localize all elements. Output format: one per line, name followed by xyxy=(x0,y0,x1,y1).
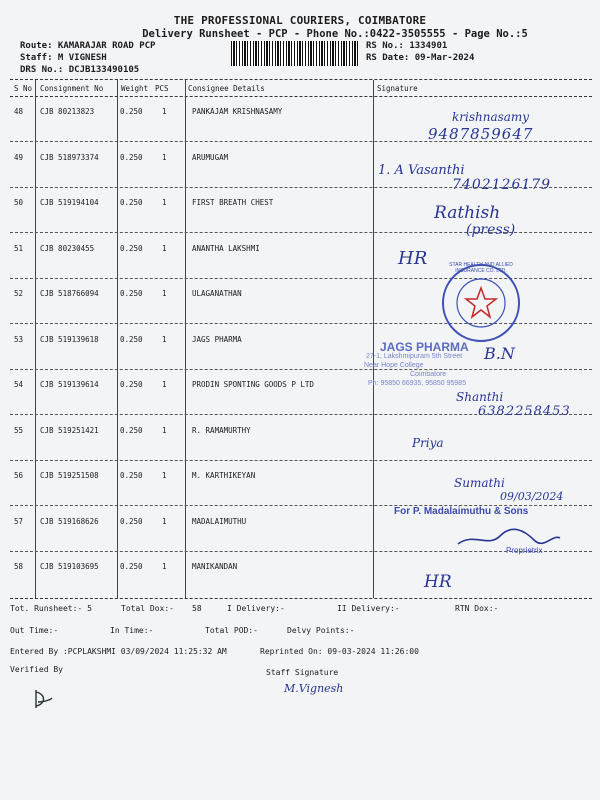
row-consignment: CJB 519139614 xyxy=(40,380,99,389)
row-sno: 54 xyxy=(14,380,24,389)
row-consignee: ANANTHA LAKSHMI xyxy=(192,243,260,253)
row-pcs: 1 xyxy=(162,425,167,435)
reprinted-on: Reprinted On: 09-03-2024 11:26:00 xyxy=(260,647,419,656)
rs-number: RS No.: 1334901 xyxy=(366,41,448,51)
row-sno: 48 xyxy=(14,107,24,116)
signature-54-phone: 6382258453 xyxy=(478,404,571,419)
signature-50-note: (press) xyxy=(466,222,516,238)
row-weight: 0.250 xyxy=(120,243,143,253)
total-pod: Total POD:- xyxy=(205,626,258,635)
staff: Staff: M VIGNESH xyxy=(20,53,107,63)
runsheet-title: THE PROFESSIONAL COURIERS, COIMBATORE xyxy=(173,14,427,27)
round-stamp xyxy=(440,262,522,344)
row-weight: 0.250 xyxy=(120,334,143,344)
col-signature: Signature xyxy=(377,84,418,93)
signature-48-name: krishnasamy xyxy=(452,110,530,124)
row-sno: 53 xyxy=(14,334,24,344)
row-consignment: CJB 519139618 xyxy=(40,334,99,344)
jags-stamp-phone: Ph: 95850 66935, 95850 95985 xyxy=(368,380,467,387)
row-consignment: CJB 519194104 xyxy=(40,198,99,207)
signature-55: Priya xyxy=(412,436,444,450)
row-sno: 49 xyxy=(14,152,24,162)
verified-by: Verified By xyxy=(10,665,63,674)
row-sno: 55 xyxy=(14,425,24,435)
row-consignment: CJB 518973374 xyxy=(40,152,99,162)
signature-54-name: Shanthi xyxy=(456,390,504,404)
drs-number: DRS No.: DCJB133490105 xyxy=(20,65,140,75)
ii-delivery: II Delivery:- xyxy=(337,604,400,613)
table-row xyxy=(10,416,592,462)
total-dox-value: 58 xyxy=(192,604,202,613)
row-sno: 56 xyxy=(14,471,24,480)
row-weight: 0.250 xyxy=(120,107,143,116)
signature-53: B.N xyxy=(484,344,515,363)
signature-49-name: 1. A Vasanthi xyxy=(378,163,465,178)
col-sno: S No xyxy=(14,84,33,93)
row-weight: 0.250 xyxy=(120,380,143,389)
row-sno: 50 xyxy=(14,198,24,207)
total-dox-label: Total Dox:- xyxy=(121,604,174,613)
signature-50-name: Rathish xyxy=(434,203,501,223)
row-consignment: CJB 80213823 xyxy=(40,107,95,116)
row-consignee: M. KARTHIKEYAN xyxy=(192,471,256,480)
staff-signature-label: Staff Signature xyxy=(266,668,339,677)
col-consignee: Consignee Details xyxy=(188,84,265,93)
out-time: Out Time:- xyxy=(10,626,59,635)
row-weight: 0.250 xyxy=(120,471,143,480)
row-weight: 0.250 xyxy=(120,516,143,526)
row-pcs: 1 xyxy=(162,380,167,389)
row-weight: 0.250 xyxy=(120,562,143,571)
row-consignee: FIRST BREATH CHEST xyxy=(192,198,274,207)
runsheet-subtitle: Delivery Runsheet - PCP - Phone No.:0422-3505555 - Page No.:5 xyxy=(142,28,528,40)
signature-49-phone: 7402126179 xyxy=(452,177,552,193)
signature-58: HR xyxy=(424,572,452,592)
barcode xyxy=(231,41,359,66)
row-consignment: CJB 518766094 xyxy=(40,289,99,298)
signature-56-name: Sumathi xyxy=(454,476,505,490)
row-pcs: 1 xyxy=(162,107,167,116)
row-consignee: PANKAJAM KRISHNASAMY xyxy=(192,107,283,116)
round-stamp-text: STAR HEALTH AND ALLIED INSURANCE CO. LTD. xyxy=(449,262,513,274)
col-pcs: PCS xyxy=(155,84,169,93)
row-consignment: CJB 519251421 xyxy=(40,425,99,435)
row-consignee: R. RAMAMURTHY xyxy=(192,425,251,435)
jags-stamp-city: Coimbatore xyxy=(410,371,447,378)
row-pcs: 1 xyxy=(162,334,167,344)
row-pcs: 1 xyxy=(162,562,167,571)
tot-runsheet: Tot. Runsheet:- 5 xyxy=(10,604,92,613)
signature-48-phone: 9487859647 xyxy=(428,125,534,143)
rs-date: RS Date: 09-Mar-2024 xyxy=(366,53,475,63)
route: Route: KAMARAJAR ROAD PCP xyxy=(20,41,156,51)
row-pcs: 1 xyxy=(162,516,167,526)
entered-by: Entered By :PCPLAKSHMI 03/09/2024 11:25:32 AM xyxy=(10,647,227,656)
i-delivery: I Delivery:- xyxy=(227,604,285,613)
table-top-rule xyxy=(10,79,592,80)
row-consignment: CJB 519103695 xyxy=(40,562,99,571)
row-weight: 0.250 xyxy=(120,152,143,162)
row-pcs: 1 xyxy=(162,289,167,298)
row-pcs: 1 xyxy=(162,243,167,253)
row-consignee: PRODIN SPONTING GOODS P LTD xyxy=(192,380,314,389)
row-sno: 57 xyxy=(14,516,24,526)
row-consignee: ARUMUGAM xyxy=(192,152,229,162)
verified-signature-mark xyxy=(30,688,56,712)
row-sno: 52 xyxy=(14,289,24,298)
row-weight: 0.250 xyxy=(120,289,143,298)
signature-51: HR xyxy=(398,248,428,269)
row-weight: 0.250 xyxy=(120,425,143,435)
row-pcs: 1 xyxy=(162,198,167,207)
row-weight: 0.250 xyxy=(120,198,143,207)
row-consignee: MANIKANDAN xyxy=(192,562,238,571)
madalai-stamp-name: For P. Madalaimuthu & Sons xyxy=(394,506,529,517)
staff-signature-mark: M.Vignesh xyxy=(284,682,344,695)
in-time: In Time:- xyxy=(110,626,154,635)
row-pcs: 1 xyxy=(162,152,167,162)
row-consignment: CJB 519168626 xyxy=(40,516,99,526)
row-pcs: 1 xyxy=(162,471,167,480)
col-weight: Weight xyxy=(121,84,149,93)
delvy-points: Delvy Points:- xyxy=(287,626,355,635)
row-consignee: JAGS PHARMA xyxy=(192,334,242,344)
table-bottom-rule xyxy=(10,598,592,599)
jags-stamp-address1: 27-1, Lakshmipuram 5th Street xyxy=(366,353,463,360)
jags-stamp-address2: Near Hope College xyxy=(364,362,424,369)
row-consignment: CJB 519251508 xyxy=(40,471,99,480)
jags-stamp-name: JAGS PHARMA xyxy=(380,340,469,354)
row-consignee: MADALAIMUTHU xyxy=(192,516,247,526)
row-consignment: CJB 80230455 xyxy=(40,243,95,253)
madalai-stamp-role: Proprietrix xyxy=(506,546,543,555)
row-sno: 51 xyxy=(14,243,24,253)
table-row xyxy=(10,552,592,598)
row-consignee: ULAGANATHAN xyxy=(192,289,242,298)
row-sno: 58 xyxy=(14,562,24,571)
signature-56-date: 09/03/2024 xyxy=(500,490,564,503)
col-consignment: Consignment No xyxy=(40,84,104,93)
rtn-dox: RTN Dox:- xyxy=(455,604,499,613)
